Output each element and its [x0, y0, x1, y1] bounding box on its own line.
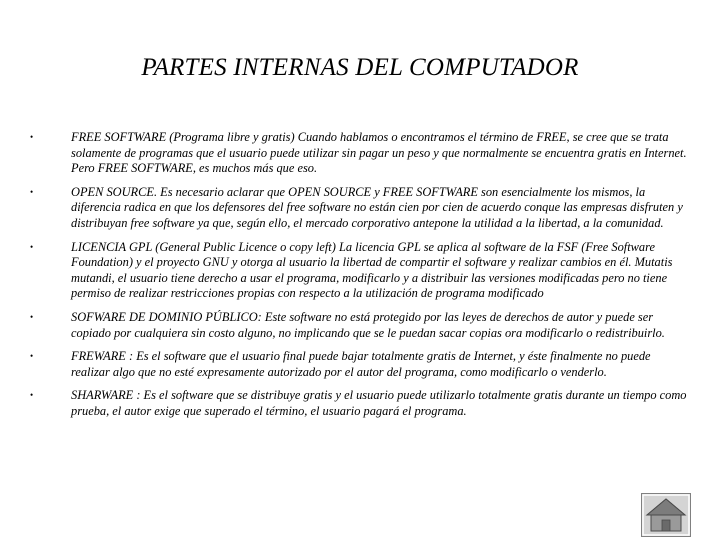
- list-item: [30, 185, 690, 232]
- bullet-marker: •: [30, 241, 34, 252]
- bullet-marker: •: [30, 351, 34, 362]
- bullet-text: SOFWARE DE DOMINIO PÚBLICO: Este software no está protegido por las leyes de derechos de autor y puede ser copiado por cualquiera sin costo alguno, no implicando que se le puedan sacar copias ora modificarlo o redistribuirlo.: [71, 309, 665, 340]
- bullet-list: [30, 130, 690, 428]
- list-item: [30, 240, 690, 302]
- list-item: [30, 310, 690, 341]
- list-item: [30, 388, 690, 419]
- bullet-marker: •: [30, 311, 34, 322]
- bullet-marker: •: [30, 390, 34, 401]
- page-title: PARTES INTERNAS DEL COMPUTADOR: [141, 54, 579, 81]
- bullet-text: OPEN SOURCE. Es necesario aclarar que OPEN SOURCE y FREE SOFTWARE son esencialmente los mismos, la diferencia radica en que los defensores del free software no están cien por cien de acuerdo conque las empresas disfruten y distribuyan free software ya que, según ello, el mercado corporativo antepone la utilidad a la libertad, a la comunidad.: [71, 184, 683, 230]
- bullet-marker: •: [30, 132, 34, 142]
- bullet-marker: •: [30, 186, 34, 197]
- home-icon: [641, 493, 691, 537]
- list-item: [30, 349, 690, 380]
- bullet-text: FREWARE : Es el software que el usuario final puede bajar totalmente gratis de Internet, y éste finalmente no puede realizar algo que no esté expresamente autorizado por el autor del programa, como modificarlo o venderlo.: [71, 349, 651, 379]
- list-item: [30, 130, 690, 177]
- bullet-text: SHARWARE : Es el software que se distribuye gratis y el usuario puede utilizarlo totalmente gratis durante un tiempo como prueba, el autor exige que superado el término, el usuario pagará el programa.: [71, 388, 687, 418]
- bullet-text: FREE SOFTWARE (Programa libre y gratis) Cuando hablamos o encontramos el término de FREE, se cree que se trata solamente de programas que el usuario puede utilizar sin pagar un peso y que normalmente se encuentra gratis en Internet. Pero FREE SOFTWARE, es muchos más que eso.: [71, 130, 687, 176]
- bullet-text: LICENCIA GPL (General Public Licence o copy left) La licencia GPL se aplica al software de la FSF (Free Software Foundation) y el proyecto GNU y otorga al usuario la libertad de compartir el software y realizar cambios en él. Mutatis mutandi, el usuario tiene derecho a usar el programa, modificarlo y a distribuir las versiones modificadas pero no tiene permiso de realizar restricciones propias con respecto a la utilización de programa modificado: [71, 239, 673, 301]
- home-button[interactable]: [641, 493, 691, 537]
